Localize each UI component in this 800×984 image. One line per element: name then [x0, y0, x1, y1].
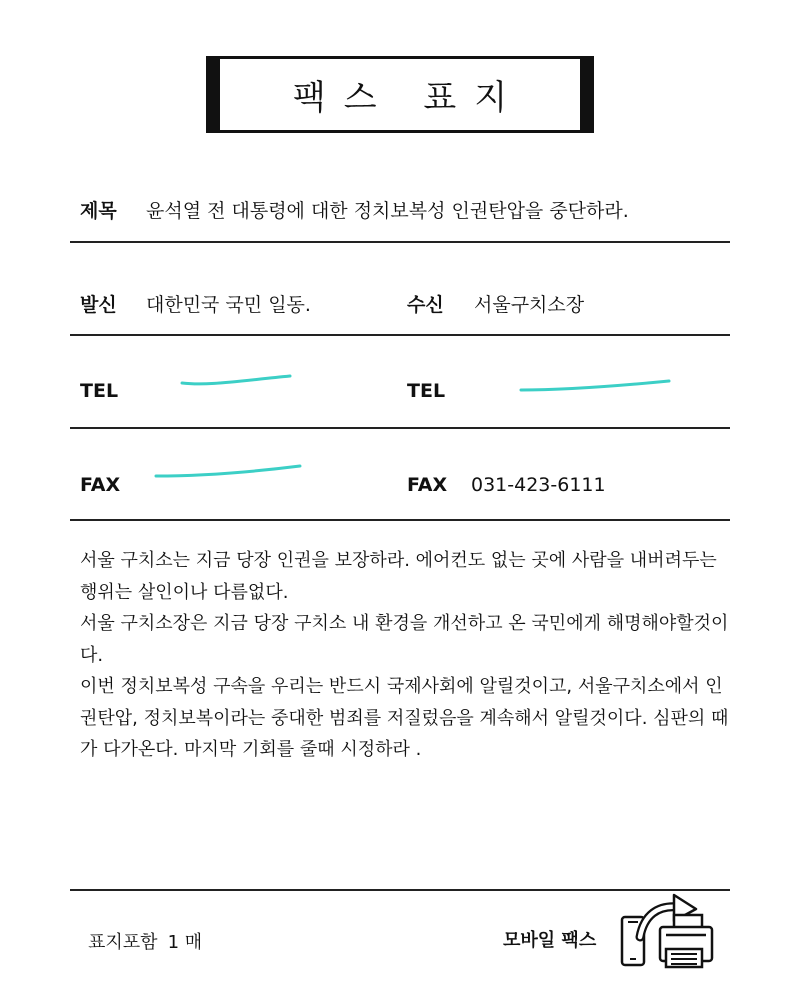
sender-tel-redaction — [178, 370, 294, 390]
message-paragraph: 서울 구치소는 지금 당장 인권을 보장하라. 에어컨도 없는 곳에 사람을 내버려두는 행위는 살인이나 다름없다. — [80, 550, 717, 603]
divider-4 — [70, 519, 730, 521]
subject-value: 윤석열 전 대통령에 대한 정치보복성 인권탄압을 중단하라. — [146, 200, 629, 222]
recipient-label: 수신 — [407, 294, 444, 316]
message-body — [80, 545, 732, 766]
sender-fax-redaction — [152, 460, 304, 482]
page-count — [88, 928, 202, 954]
recipient-fax-label: FAX — [407, 474, 448, 496]
title-box — [206, 56, 594, 133]
page-title: 팩스 표지 — [292, 78, 526, 118]
mobile-fax-icon — [616, 893, 718, 973]
divider-2 — [70, 334, 730, 336]
divider-3 — [70, 427, 730, 429]
sender-fax-label: FAX — [80, 474, 121, 496]
sender-tel-label: TEL — [80, 380, 119, 402]
recipient-tel-label: TEL — [407, 380, 446, 402]
sender-label: 발신 — [80, 294, 117, 316]
message-paragraph: 서울 구치소장은 지금 당장 구치소 내 환경을 개선하고 온 국민에게 해명해야할것이다. — [80, 613, 729, 666]
sender-value: 대한민국 국민 일동. — [146, 294, 311, 316]
page-count-label: 표지포함 — [88, 932, 158, 953]
subject-label: 제목 — [80, 200, 117, 222]
message-paragraph: 이번 정치보복성 구속을 우리는 반드시 국제사회에 알릴것이고, 서울구치소에서 인권탄압, 정치보복이라는 중대한 범죄를 저질렀음을 계속해서 알릴것이다. 심판의 때가 다가온다. 마지막 기회를 줄때 시정하라 . — [80, 676, 729, 760]
page-count-value: 1 매 — [167, 932, 203, 953]
recipient-tel-redaction — [517, 373, 673, 395]
divider-1 — [70, 241, 730, 243]
recipient-fax-value: 031-423-6111 — [471, 474, 606, 496]
mobile-fax-label: 모바일 팩스 — [503, 930, 597, 951]
divider-footer — [70, 889, 730, 891]
recipient-value: 서울구치소장 — [474, 294, 585, 316]
